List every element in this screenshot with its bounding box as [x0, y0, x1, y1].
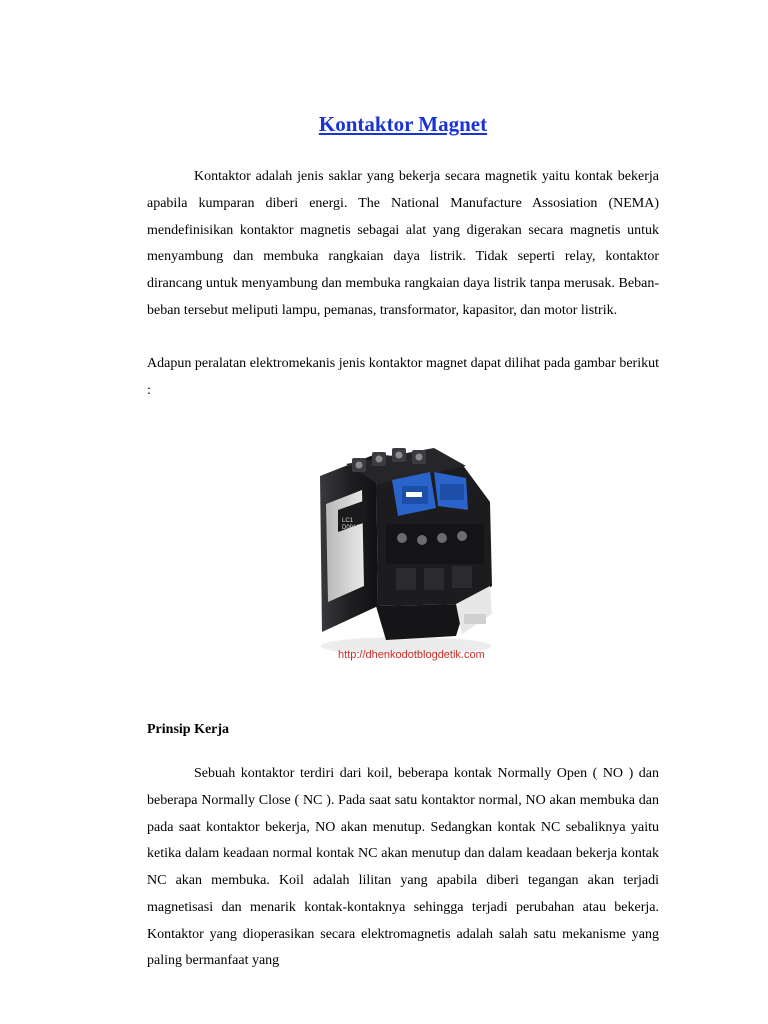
paragraph-figure-intro: Adapun peralatan elektromekanis jenis kontaktor magnet dapat dilihat pada gambar berikut :	[147, 356, 659, 398]
paragraph-working-principle	[147, 761, 659, 975]
magnetic-contactor-photo	[306, 436, 502, 670]
svg-text:D0910: D0910	[342, 525, 360, 531]
paragraph-definition	[147, 164, 659, 325]
figure-caption[interactable]: http://dhenkodotblogdetik.com	[338, 649, 485, 661]
paragraph-definition-text: Kontaktor adalah jenis saklar yang bekerja secara magnetik yaitu kontak bekerja apabila kumparan diberi energi. The National Manufacture Assosiation (NEMA) mendefinisikan kontaktor magnetis sebagai alat yang digerakan secara magnetis untuk menyambung dan membuka rangkaian daya listrik. Tidak seperti relay, kontaktor dirancang untuk menyambung dan membuka rangkaian daya listrik tanpa merusak. Beban-beban tersebut meliputi lampu, pemanas, transformator, kapasitor, dan motor listrik.	[147, 169, 659, 318]
section-heading-prinsip-kerja: Prinsip Kerja	[147, 722, 230, 737]
contactor-figure	[306, 436, 502, 670]
svg-text:LC1: LC1	[342, 518, 354, 524]
page-title[interactable]: Kontaktor Magnet	[318, 112, 488, 136]
paragraph-working-principle-text: Sebuah kontaktor terdiri dari koil, beberapa kontak Normally Open ( NO ) dan beberapa Normally Close ( NC ). Pada saat satu kontaktor normal, NO akan membuka dan pada saat kontaktor bekerja, NO akan menutup. Sedangkan kontak NC sebaliknya yaitu ketika dalam keadaan normal kontak NC akan menutup dan dalam keadaan bekerja kontak NC akan membuka. Koil adalah lilitan yang apabila diberi tegangan akan terjadi magnetisasi dan menarik kontak-kontaknya sehingga terjadi perubahan atau bekerja. Kontaktor yang dioperasikan secara elektromagnetis adalah salah satu mekanisme yang paling bermanfaat yang	[147, 766, 659, 969]
